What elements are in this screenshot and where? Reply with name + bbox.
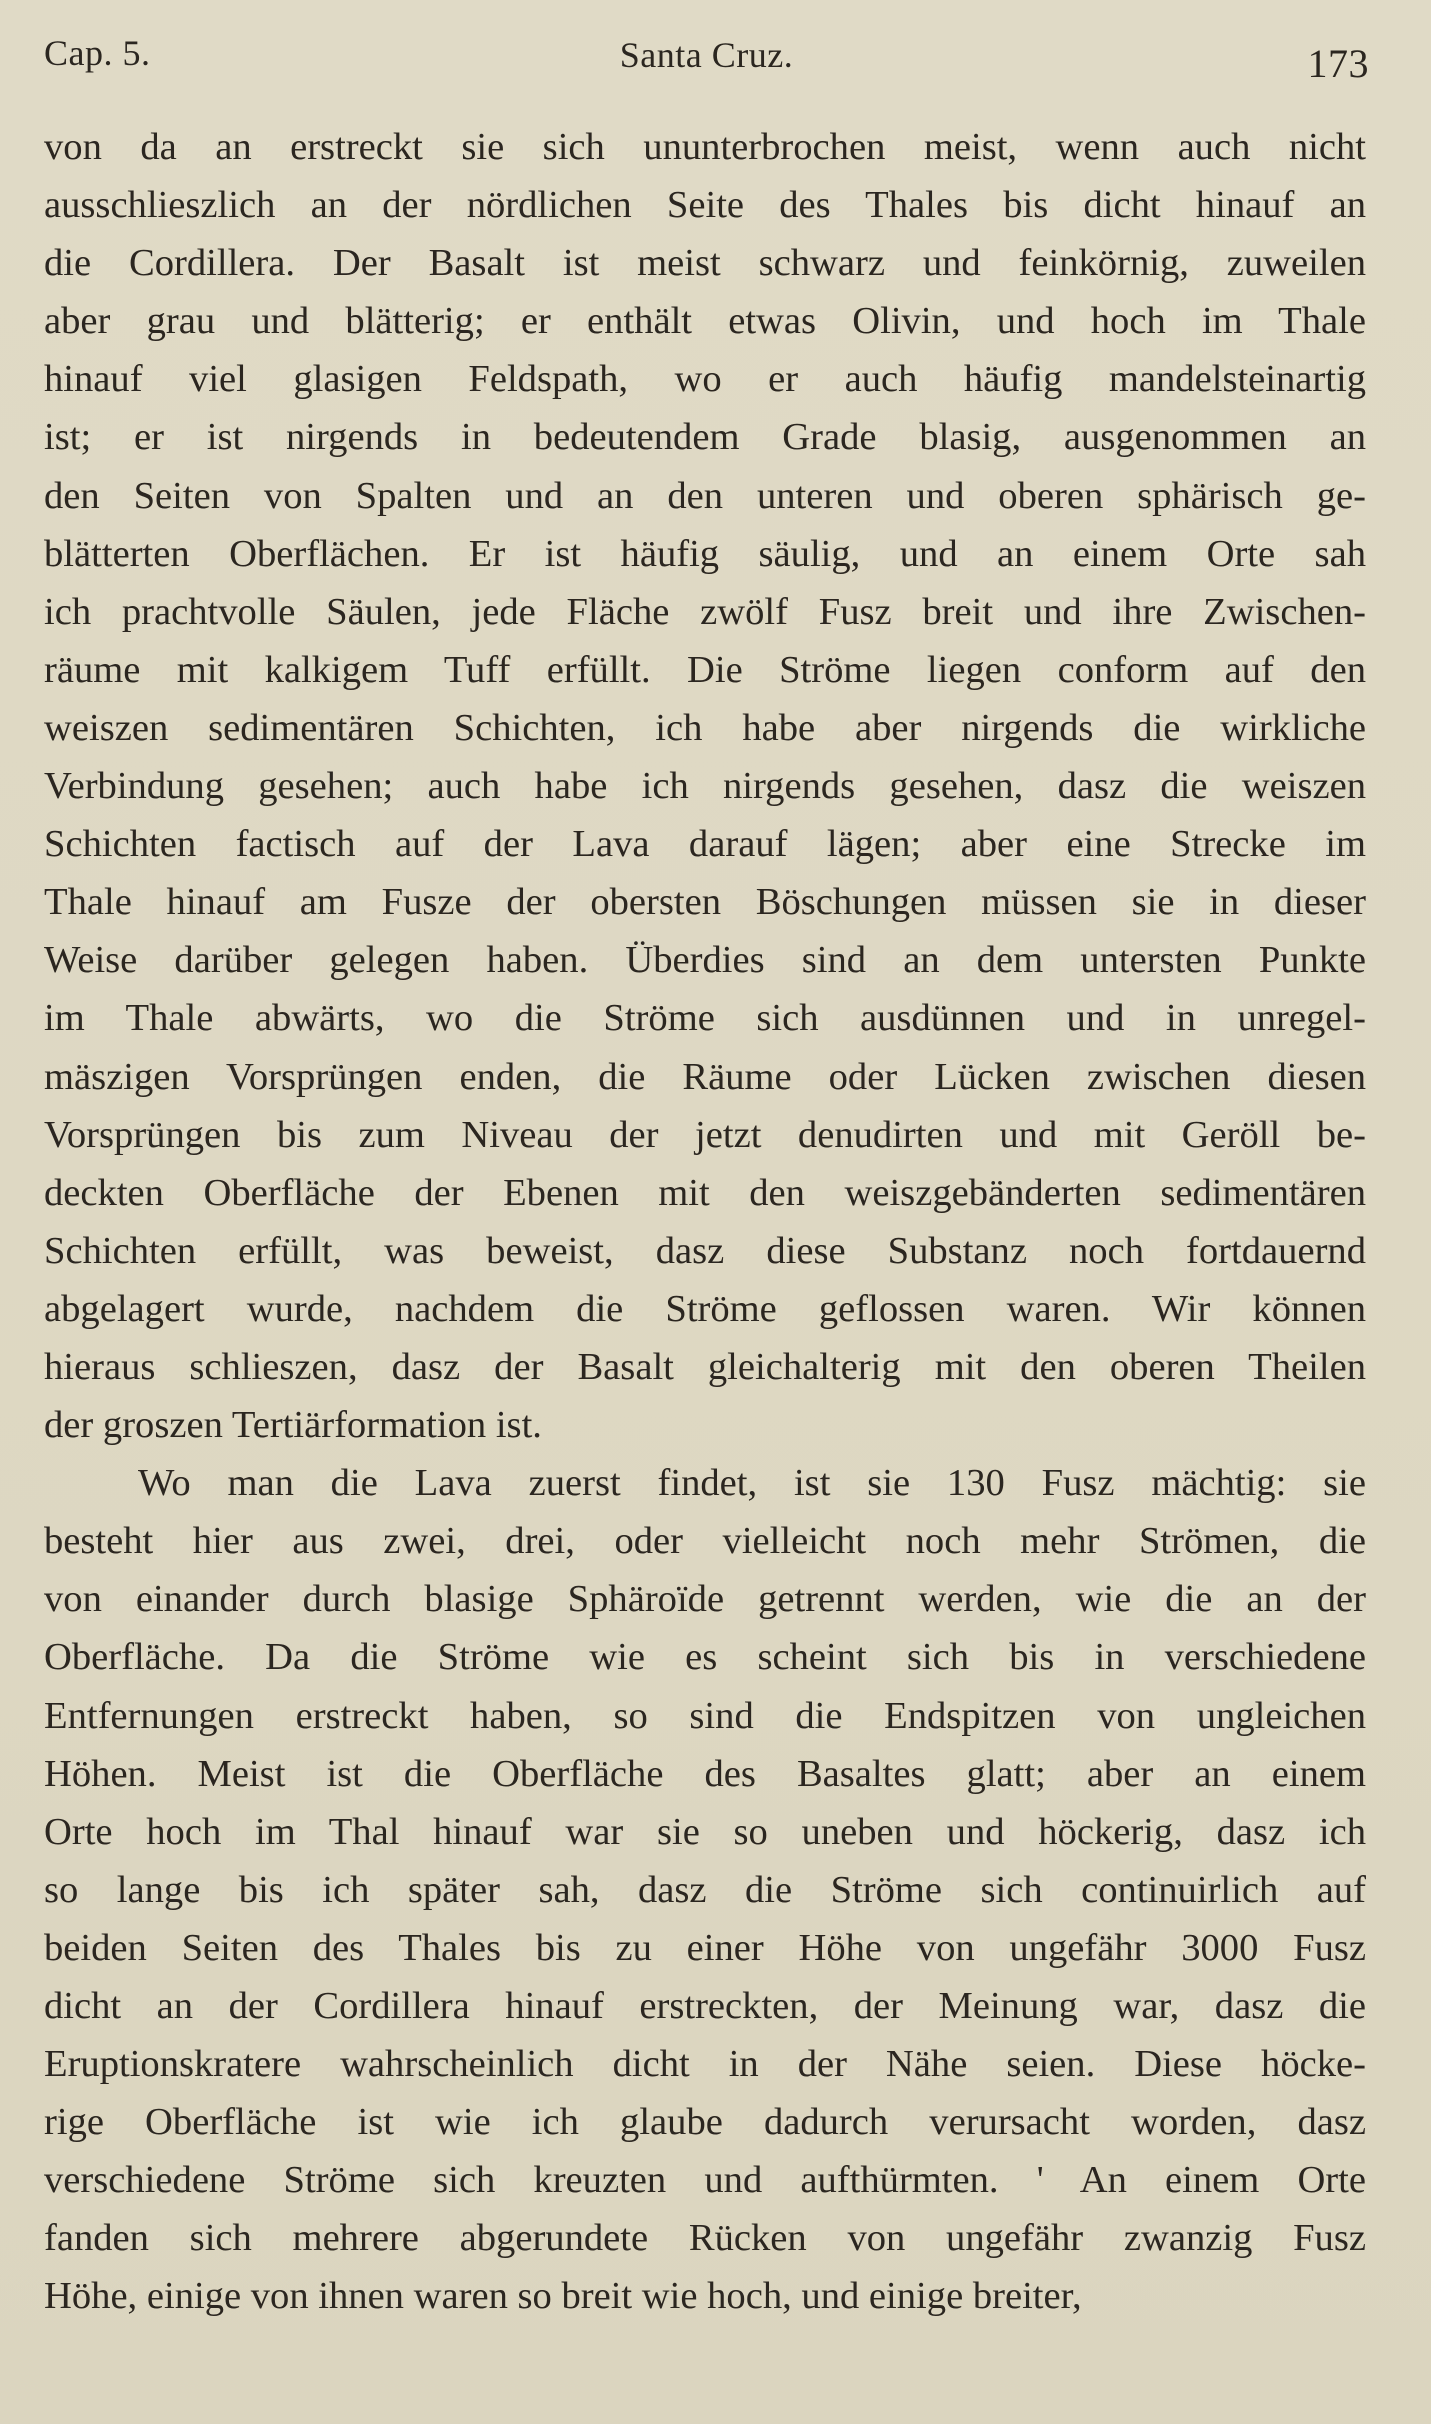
page-body — [44, 118, 1366, 2326]
text-line: der groszen Tertiärformation ist. — [44, 1404, 542, 1447]
text-line: aber grau und blätterig; er enthält etwas Olivin, und hoch im Thale — [44, 300, 1366, 343]
text-line: Weise darüber gelegen haben. Überdies sind an dem untersten Punkte — [44, 939, 1366, 982]
text-line: von da an erstreckt sie sich ununterbrochen meist, wenn auch nicht — [44, 126, 1366, 168]
text-line: ich prachtvolle Säulen, jede Fläche zwölf Fusz breit und ihre Zwischen- — [44, 590, 1366, 633]
text-line: Verbindung gesehen; auch habe ich nirgends gesehen, dasz die weiszen — [44, 765, 1366, 808]
page-number: 173 — [1307, 41, 1369, 86]
text-line: ausschlieszlich an der nördlichen Seite des Thales bis dicht hinauf an — [44, 184, 1366, 227]
text-line: abgelagert wurde, nachdem die Ströme geflossen waren. Wir können — [44, 1287, 1366, 1330]
text-line: Vorsprüngen bis zum Niveau der jetzt denudirten und mit Geröll be- — [44, 1113, 1366, 1156]
text-line: hieraus schlieszen, dasz der Basalt gleichalterig mit den oberen Theilen — [44, 1345, 1366, 1388]
text-line: verschiedene Ströme sich kreuzten und aufthürmten. ' An einem Orte — [44, 2159, 1366, 2202]
text-line: von einander durch blasige Sphäroïde getrennt werden, wie die an der — [44, 1578, 1366, 1621]
text-line: den Seiten von Spalten und an den unteren und oberen sphärisch ge- — [44, 474, 1366, 517]
text-line: dicht an der Cordillera hinauf erstreckten, der Meinung war, dasz die — [44, 1985, 1366, 2027]
text-line: so lange bis ich später sah, dasz die Ströme sich continuirlich auf — [44, 1868, 1366, 1911]
text-line: Höhen. Meist ist die Oberfläche des Basaltes glatt; aber an einem — [44, 1752, 1366, 1795]
text-line: mäszigen Vorsprüngen enden, die Räume oder Lücken zwischen diesen — [44, 1055, 1366, 1098]
text-line: Oberfläche. Da die Ströme wie es scheint sich bis in verschiedene — [44, 1636, 1366, 1679]
text-line: räume mit kalkigem Tuff erfüllt. Die Ströme liegen conform auf den — [44, 648, 1366, 691]
text-line: beiden Seiten des Thales bis zu einer Höhe von ungefähr 3000 Fusz — [44, 1926, 1366, 1969]
text-line: Eruptionskratere wahrscheinlich dicht in der Nähe seien. Diese höcke- — [44, 2043, 1366, 2086]
text-line: rige Oberfläche ist wie ich glaube dadurch verursacht worden, dasz — [44, 2101, 1366, 2144]
text-line: weiszen sedimentären Schichten, ich habe aber nirgends die wirkliche — [44, 706, 1366, 749]
text-line: Schichten factisch auf der Lava darauf lägen; aber eine Strecke im — [44, 823, 1366, 866]
text-line: besteht hier aus zwei, drei, oder vielleicht noch mehr Strömen, die — [44, 1520, 1366, 1563]
paragraph-2 — [44, 1454, 1366, 2325]
text-line: deckten Oberfläche der Ebenen mit den weiszgebänderten sedimentären — [44, 1171, 1366, 1214]
text-line: fanden sich mehrere abgerundete Rücken von ungefähr zwanzig Fusz — [44, 2217, 1366, 2260]
chapter-label: Cap. 5. — [44, 33, 151, 73]
paragraph-1 — [44, 118, 1366, 1454]
text-line: Schichten erfüllt, was beweist, dasz diese Substanz noch fortdauernd — [44, 1229, 1366, 1272]
text-line: Höhe, einige von ihnen waren so breit wie hoch, und einige breiter, — [44, 2275, 1082, 2318]
text-line: Orte hoch im Thal hinauf war sie so uneben und höckerig, dasz ich — [44, 1810, 1366, 1853]
running-title: Santa Cruz. — [619, 35, 794, 75]
text-line: Wo man die Lava zuerst findet, ist sie 130 Fusz mächtig: sie — [138, 1462, 1366, 1505]
text-line: blätterten Oberflächen. Er ist häufig säulig, und an einem Orte sah — [44, 532, 1366, 575]
running-header — [44, 28, 1369, 88]
text-line: ist; er ist nirgends in bedeutendem Grade blasig, ausgenommen an — [44, 416, 1366, 459]
text-line: die Cordillera. Der Basalt ist meist schwarz und feinkörnig, zuweilen — [44, 242, 1366, 285]
text-line: Thale hinauf am Fusze der obersten Böschungen müssen sie in dieser — [44, 881, 1366, 924]
text-line: hinauf viel glasigen Feldspath, wo er auch häufig mandelsteinartig — [44, 358, 1366, 401]
text-line: im Thale abwärts, wo die Ströme sich ausdünnen und in unregel- — [44, 997, 1366, 1040]
text-line: Entfernungen erstreckt haben, so sind die Endspitzen von ungleichen — [44, 1694, 1366, 1737]
